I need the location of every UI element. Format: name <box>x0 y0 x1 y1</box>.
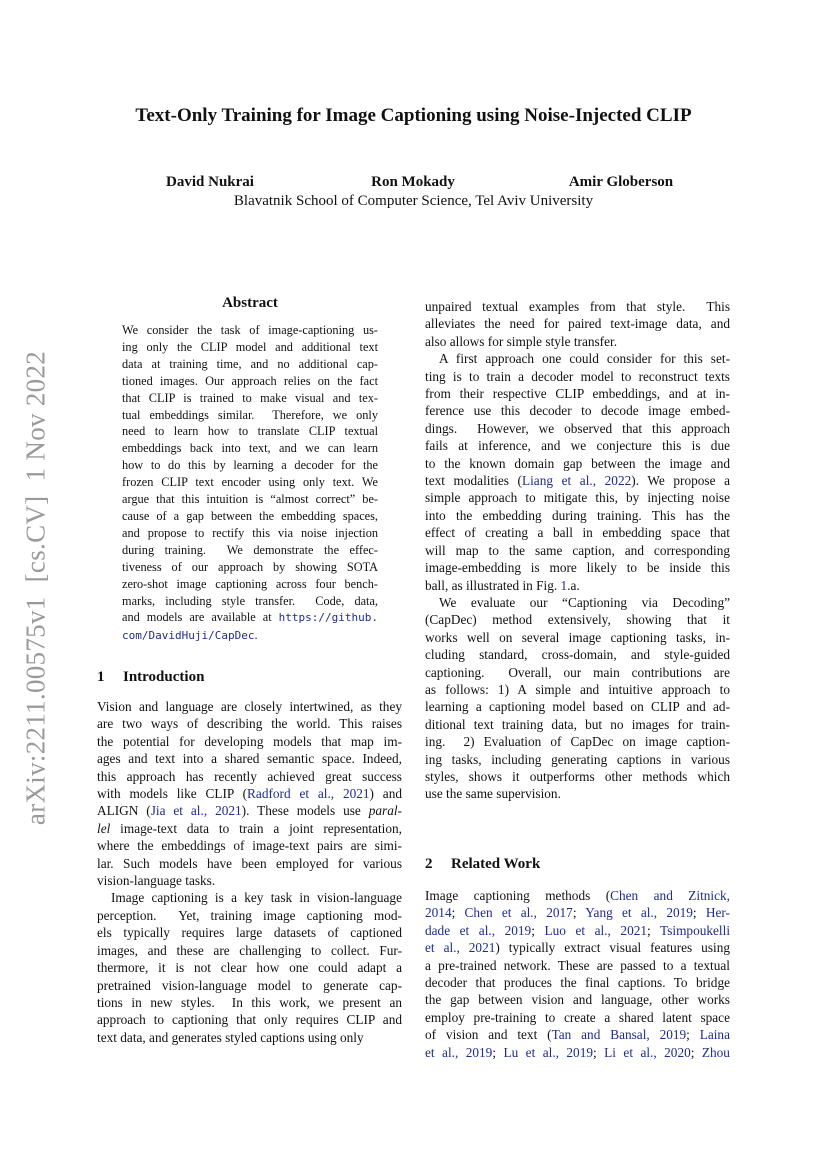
text-line <box>425 402 730 419</box>
text-span: tioned images. Our approach relies on the fact <box>122 373 378 388</box>
text-line <box>97 1011 402 1028</box>
text-span: pretrained vision-language model to generate cap- <box>97 977 402 993</box>
text-span: to the known domain gap between the image and <box>425 455 730 471</box>
text-line <box>425 489 730 506</box>
text-line <box>97 715 402 732</box>
text-span: styles, shows it outperforms other methods which <box>425 768 730 784</box>
text-span: captioning. Overall, our main contributions are <box>425 664 730 680</box>
text-span: how to do this by learning a decoder for the <box>122 458 378 473</box>
text-span: ; <box>451 905 465 921</box>
text-span: Vision and language are closely intertwined, as they <box>97 699 402 714</box>
text-span: argue that this intuition is “almost correct” be- <box>122 492 378 507</box>
text-line <box>122 390 378 407</box>
italic-text: lel <box>97 820 111 836</box>
citation-link[interactable]: Lu et al., 2019 <box>503 1044 594 1060</box>
text-span: ; <box>686 1027 700 1043</box>
text-span: effect of creating a ball in embedding space that <box>425 525 730 541</box>
text-line <box>122 525 378 542</box>
text-line <box>97 855 402 872</box>
text-span: cluding standard, cross-domain, and style-guided <box>425 647 730 663</box>
text-span: image-text data to train a joint representation, <box>110 820 402 836</box>
text-span: unpaired textual examples from that style. This <box>425 299 730 314</box>
text-span: cause of a gap between the embedding spaces, <box>122 508 378 523</box>
citation-link[interactable]: 2014 <box>425 905 452 921</box>
text-line <box>425 420 730 437</box>
text-span: ) and <box>369 786 402 802</box>
citation-link[interactable]: Yang et al., 2019 <box>585 905 693 921</box>
citation-link[interactable]: Laina <box>699 1027 730 1043</box>
text-span: data at training time, and no additional cap- <box>122 356 378 371</box>
text-span: learning a captioning model based on CLIP and ad- <box>425 699 730 715</box>
text-span: ; <box>593 1044 605 1060</box>
text-line <box>425 542 730 559</box>
text-line <box>122 508 378 525</box>
text-line <box>425 333 730 350</box>
text-line <box>425 646 730 663</box>
citation-link[interactable]: et al., 2019 <box>425 1044 493 1060</box>
text-span: into the embedding during training. This has the <box>425 507 730 523</box>
text-span: dings. However, we observed that this approach <box>425 420 730 436</box>
affiliation: Blavatnik School of Computer Science, Tel Aviv University <box>233 193 594 209</box>
citation-link[interactable]: Liang et al., 2022 <box>521 473 632 489</box>
text-span: zero-shot image captioning across four bench- <box>122 576 378 591</box>
text-line <box>425 368 730 385</box>
text-line <box>97 907 402 924</box>
text-span: are two ways of describing the world. This raises <box>97 716 402 732</box>
text-span: and models are available at <box>122 610 279 625</box>
related-work-body <box>425 887 730 1061</box>
text-span: ). We propose a <box>631 473 730 489</box>
text-line <box>122 593 378 610</box>
text-line <box>425 385 730 402</box>
text-line <box>122 322 378 339</box>
text-span: ALIGN ( <box>97 803 151 819</box>
section-number: 1 <box>97 669 105 685</box>
text-line <box>122 407 378 424</box>
text-line <box>425 957 730 974</box>
text-line <box>97 924 402 941</box>
text-line <box>425 974 730 991</box>
introduction-body-continued <box>425 298 730 803</box>
text-span: ing tasks, including generating captions in various <box>425 751 730 767</box>
text-span: need to learn how to translate CLIP textual <box>122 424 378 439</box>
text-span: this approach has recently achieved great success <box>97 768 402 784</box>
url-link[interactable]: com/DavidHuji/CapDec <box>122 629 255 643</box>
abstract-heading: Abstract <box>222 295 278 311</box>
italic-text: paral- <box>368 803 402 819</box>
text-line <box>122 440 378 457</box>
citation-link[interactable]: dade et al., 2019 <box>425 922 532 938</box>
text-span: alleviates the need for paired text-image data, and <box>425 316 730 332</box>
text-line <box>97 889 402 906</box>
text-span: ball, as illustrated in Fig. <box>425 577 561 593</box>
text-line <box>97 1029 402 1046</box>
citation-link[interactable]: Tan and Bansal, 2019 <box>551 1027 687 1043</box>
text-span: A first approach one could consider for this set- <box>439 351 730 367</box>
text-line <box>122 627 378 645</box>
text-line <box>425 991 730 1008</box>
citation-link[interactable]: Her- <box>705 905 730 921</box>
text-span: decoder that produces the final captions. To bridge <box>425 975 730 991</box>
text-span: image-embedding is more likely to be inside this <box>425 560 730 576</box>
text-line <box>97 977 402 994</box>
text-line <box>425 1044 730 1061</box>
text-line <box>425 939 730 956</box>
text-line <box>97 802 402 819</box>
text-span: ing only the CLIP model and additional text <box>122 339 378 354</box>
url-link[interactable]: https://github. <box>278 611 378 625</box>
text-line <box>122 491 378 508</box>
text-line <box>425 611 730 628</box>
text-span: also allows for simple style transfer. <box>425 333 618 349</box>
text-span: that CLIP is trained to make visual and tex- <box>122 390 378 405</box>
text-span: with models like CLIP ( <box>97 786 248 802</box>
text-line <box>425 629 730 646</box>
text-span: approach to captioning that only requires CLIP and <box>97 1012 402 1028</box>
text-span: (CapDec) method extensively, showing that it <box>425 612 730 628</box>
text-line <box>97 733 402 750</box>
text-line <box>425 298 730 315</box>
text-span: the potential for developing models that map im- <box>97 733 402 749</box>
text-span: ference use this decoder to decode image embed- <box>425 403 730 419</box>
citation-link[interactable]: Chen and Zitnick, <box>610 888 730 903</box>
text-span: . <box>254 628 258 643</box>
text-span: during training. We demonstrate the effec- <box>122 542 378 557</box>
text-span: use the same supervision. <box>425 786 561 802</box>
text-span: tions in new styles. In this work, we present an <box>97 994 402 1010</box>
text-line <box>97 994 402 1011</box>
text-line <box>425 594 730 611</box>
text-span: thermore, it is not clear how one could adapt a <box>97 960 402 976</box>
author-name: Amir Globerson <box>568 174 674 190</box>
text-span: the gap between vision and language, other works <box>425 992 730 1008</box>
text-span: ; <box>531 922 545 938</box>
text-span: ; <box>572 905 586 921</box>
citation-link[interactable]: Jia et al., 2021 <box>150 803 242 819</box>
text-span: ; <box>647 922 661 938</box>
text-line <box>425 472 730 489</box>
text-line <box>425 904 730 921</box>
text-span: ) typically extract visual features using <box>495 940 730 956</box>
text-span: tual embeddings similar. Therefore, we only <box>122 407 378 422</box>
text-span: Image captioning is a key task in vision-language <box>111 890 402 906</box>
author-name: Ron Mokady <box>371 174 455 190</box>
text-span: marks, including style transfer. Code, data, <box>122 593 378 608</box>
text-span: vision-language tasks. <box>97 873 216 889</box>
text-span: will map to the same caption, and corresponding <box>425 542 730 558</box>
text-line <box>425 559 730 576</box>
text-line <box>122 474 378 491</box>
citation-link[interactable]: Luo et al., 2021 <box>544 922 648 938</box>
text-span: text modalities ( <box>425 473 522 489</box>
text-span: and propose to rectify this via noise injection <box>122 525 378 540</box>
text-line <box>425 887 730 904</box>
text-span: ting is to train a decoder model to reconstruct texts <box>425 368 730 384</box>
text-line <box>425 350 730 367</box>
text-line <box>425 768 730 785</box>
text-line <box>122 356 378 373</box>
citation-link[interactable]: Tsimpoukelli <box>660 922 731 938</box>
text-line <box>122 423 378 440</box>
text-line <box>425 1009 730 1026</box>
text-span: ). These models use <box>241 803 369 819</box>
text-span: Image captioning methods ( <box>425 888 611 903</box>
text-span: where the embeddings of image-text pairs are simi- <box>97 838 402 854</box>
citation-link[interactable]: et al., 2021 <box>425 940 496 956</box>
text-line <box>97 785 402 802</box>
text-line <box>122 542 378 559</box>
text-span: fails at inference, and we conjecture this is due <box>425 438 730 454</box>
text-span: embeddings back into text, and we can learn <box>122 441 378 456</box>
text-line <box>97 820 402 837</box>
section-heading-introduction <box>97 669 204 686</box>
text-line <box>425 698 730 715</box>
text-span: text data, and generates styled captions using only <box>97 1029 364 1045</box>
text-span: employ pre-training to create a shared latent space <box>425 1009 730 1025</box>
text-line <box>425 664 730 681</box>
text-line <box>122 373 378 390</box>
text-line <box>97 872 402 889</box>
text-span: as follows: 1) A simple and intuitive approach to <box>425 681 730 697</box>
text-span: of vision and text ( <box>425 1027 552 1043</box>
citation-link[interactable]: 1 <box>560 577 568 593</box>
text-span: We consider the task of image-captioning us- <box>122 323 378 337</box>
text-span: perception. Yet, training image captioning mod- <box>97 907 402 923</box>
section-title: Related Work <box>451 856 541 872</box>
text-line <box>425 751 730 768</box>
text-span: images, and these are challenging to collect. Fur- <box>97 942 402 958</box>
text-line <box>425 1026 730 1043</box>
text-line <box>97 698 402 715</box>
text-line <box>122 559 378 576</box>
citation-link[interactable]: Chen et al., 2017 <box>464 905 573 921</box>
text-line <box>122 609 378 627</box>
arxiv-stamp: arXiv:2211.00575v1 [cs.CV] 1 Nov 2022 <box>20 350 51 826</box>
text-span: els typically requires large datasets of captioned <box>97 925 402 941</box>
text-line <box>425 681 730 698</box>
text-span: works well on several image captioning tasks, in- <box>425 629 730 645</box>
citation-link[interactable]: Radford et al., 2021 <box>247 786 370 802</box>
text-span: ; <box>692 905 706 921</box>
text-line <box>122 576 378 593</box>
section-heading-related-work <box>425 856 540 873</box>
citation-link[interactable]: Li et al., 2020 <box>604 1044 691 1060</box>
text-line <box>425 524 730 541</box>
text-line <box>425 577 730 594</box>
section-number: 2 <box>425 856 433 872</box>
text-line <box>97 768 402 785</box>
text-span: from their respective CLIP embeddings, and at in- <box>425 386 730 402</box>
text-line <box>425 437 730 454</box>
author-name: David Nukrai <box>166 174 254 190</box>
text-line <box>425 507 730 524</box>
text-line <box>122 339 378 356</box>
paper-title: Text-Only Training for Image Captioning using Noise-Injected CLIP <box>135 105 692 126</box>
text-line <box>425 455 730 472</box>
text-line <box>425 315 730 332</box>
text-line <box>97 837 402 854</box>
abstract-body <box>122 322 378 645</box>
text-span: ing. 2) Evaluation of CapDec on image caption- <box>425 734 730 750</box>
introduction-body <box>97 698 402 1046</box>
text-span: We evaluate our “Captioning via Decoding” <box>439 594 730 610</box>
text-span: ages and text into a shared semantic space. Indeed, <box>97 751 402 767</box>
text-line <box>122 457 378 474</box>
text-span: simple approach to mitigate this, by injecting noise <box>425 490 730 506</box>
text-span: a pre-trained network. These are passed to a textual <box>425 957 730 973</box>
text-line <box>425 733 730 750</box>
citation-link[interactable]: Zhou <box>701 1044 730 1060</box>
section-title: Introduction <box>123 669 205 685</box>
text-span: lar. Such models have been employed for various <box>97 855 402 871</box>
text-line <box>97 959 402 976</box>
text-line <box>425 785 730 802</box>
text-span: ; <box>492 1044 504 1060</box>
text-span: tiveness of our approach by showing SOTA <box>122 559 378 574</box>
text-span: frozen CLIP text encoder using only text. We <box>122 475 378 490</box>
text-span: ; <box>690 1044 702 1060</box>
text-line <box>425 922 730 939</box>
text-span: ditional text training data, but no images for train- <box>425 716 730 732</box>
text-line <box>97 750 402 767</box>
text-line <box>97 942 402 959</box>
text-span: .a. <box>567 577 580 593</box>
text-line <box>425 716 730 733</box>
